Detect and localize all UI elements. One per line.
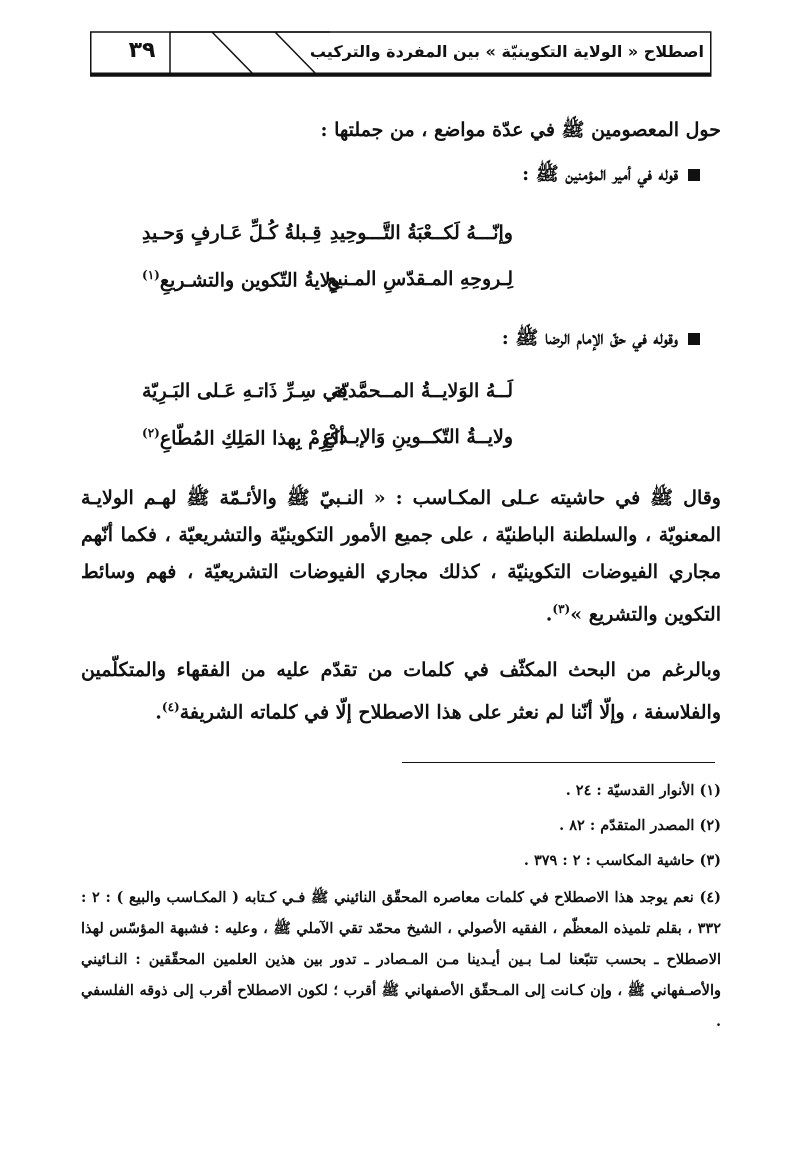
poem2-line2-left-text: أكْرِمْ بِهذا المَلِكِ المُطّاعِ — [159, 427, 345, 450]
footnote-ref-4: (٤) — [161, 700, 180, 714]
page-header — [90, 30, 712, 78]
paragraph-2-text: وبالرغم من البحث المكثّف في كلمات من تقدّم عليه من الفقهاء والمتكلّمين والفلاسفة ، وإلّا أنّنا لم نعثر على هذا الاصطلاح إلّا في كلماته الشريفة — [81, 659, 721, 724]
poem1-line2-right: لِـروحِهِ المـقدّسِ المـنيعِ — [327, 268, 513, 290]
poem1-line1-right: وإنّـــهُ لَكــعْبَةُ التَّـــوحِيدِ — [329, 222, 513, 244]
page-number: ٣٩ — [128, 38, 156, 63]
running-title: اصطلاح « الولاية التكوينيّة » بين المفردة والتركيب — [309, 42, 704, 61]
footnote-4: (٤) نعم يوجد هذا الاصطلاح في كلمات معاصره المحقّق النائيني ﷺ فـي كـتابه ( المكـاسب والبيع ) : ٢ : ٣٣٢ ، بقلم تلميذه المعظّم ، الفقيه الأصولي ، الشيخ محمّد تقي الآملي ﷺ ، وعليه : فشبهة المؤسّس لهذا الاصطلاح ـ بحسب تتبّعنا لمـا بـين أيـدينا مـن المـصادر ـ تدور بين هذين العلمين المحقّقين : النـائيني والأصـفهاني ﷺ ، وإن كـانت إلى المـحقّق الأصفهاني ﷺ أقرب ؛ لكون الاصطلاح أقرب إلى ذوقه الفلسفي . — [81, 889, 722, 1030]
poem1-line2-left — [142, 268, 340, 291]
poem1-line1-left: قِـبلةُ كُـلِّ عَـارفٍ وَحـيدِ — [142, 222, 322, 244]
paragraph-1-text: وقال ﷺ في حاشيته عـلى المكـاسب : « النـبيّ ﷺ والأئـمّة ﷺ لهـم الولايـة المعنويّة ، والسلطنة الباطنيّة ، على جميع الأمور التكوينيّة والتشريعيّة ، فكما أنّهم مجاري الفيوضات التكوينيّة ، كذلك مجاري الفيوضات التشريعيّة ، فهم وسائط التكوين والتشريع » — [81, 487, 721, 626]
paragraph-2: وبالرغم من البحث المكثّف في كلمات من تقدّم عليه من الفقهاء والمتكلّمين والفلاسفة ، وإلّا أنّنا لم نعثر على هذا الاصطلاح إلّا في كلماته الشريفة$^{(٤)}$. — [81, 659, 721, 724]
poem2-line2-left — [142, 426, 345, 449]
section-heading-1 — [522, 162, 700, 190]
footnote-ref-2: (٢) — [142, 426, 160, 440]
footnote-3: (٣) حاشية المكاسب : ٢ : ٣٧٩ . — [523, 852, 721, 869]
poem1-line2-left-text: ولايةُ التّكوين والتشـريعِ — [159, 269, 340, 292]
footnote-1: (١) الأنوار القدسيّة : ٢٤ . — [565, 782, 721, 799]
section-heading-1-text: قوله في أمير المؤمنين ﷺ : — [522, 163, 678, 185]
section-heading-2 — [502, 326, 700, 354]
footnote-2: (٢) المصدر المتقدّم : ٨٢ . — [559, 817, 721, 834]
section-heading-2-text: وقوله في حقّ الإمام الرضا ﷺ : — [501, 327, 678, 349]
footnote-separator — [402, 762, 715, 763]
footnote-ref-3: (٣) — [552, 602, 571, 616]
square-bullet-icon — [688, 169, 700, 181]
paragraph-1: وقال ﷺ في حاشيته عـلى المكـاسب : « النـبيّ ﷺ والأئـمّة ﷺ لهـم الولايـة المعنويّة ، والسلطنة الباطنيّة ، على جميع الأمور التكوينيّة والتشريعيّة ، فكما أنّهم مجاري الفيوضات التكوينيّة ، كذلك مجاري الفيوضات التشريعيّة ، فهم وسائط التكوين والتشريع »$^{(٣)}$. — [81, 487, 721, 626]
poem2-line1-left: في سِـرِّ ذَاتـهِ عَـلى البَـرِيّة — [142, 380, 348, 402]
intro-line: حول المعصومين ﷺ في عدّة مواضع ، من جملتها : — [320, 119, 721, 141]
square-bullet-icon — [688, 333, 700, 345]
footnote-ref-1: (١) — [142, 268, 160, 282]
poem2-line1-right: لَــهُ الوَلايــةُ المــحمَّديّة — [332, 380, 513, 402]
poem2-line2-right: ولايــةُ التّكــوينِ وَالإبـداعِ — [322, 426, 513, 448]
